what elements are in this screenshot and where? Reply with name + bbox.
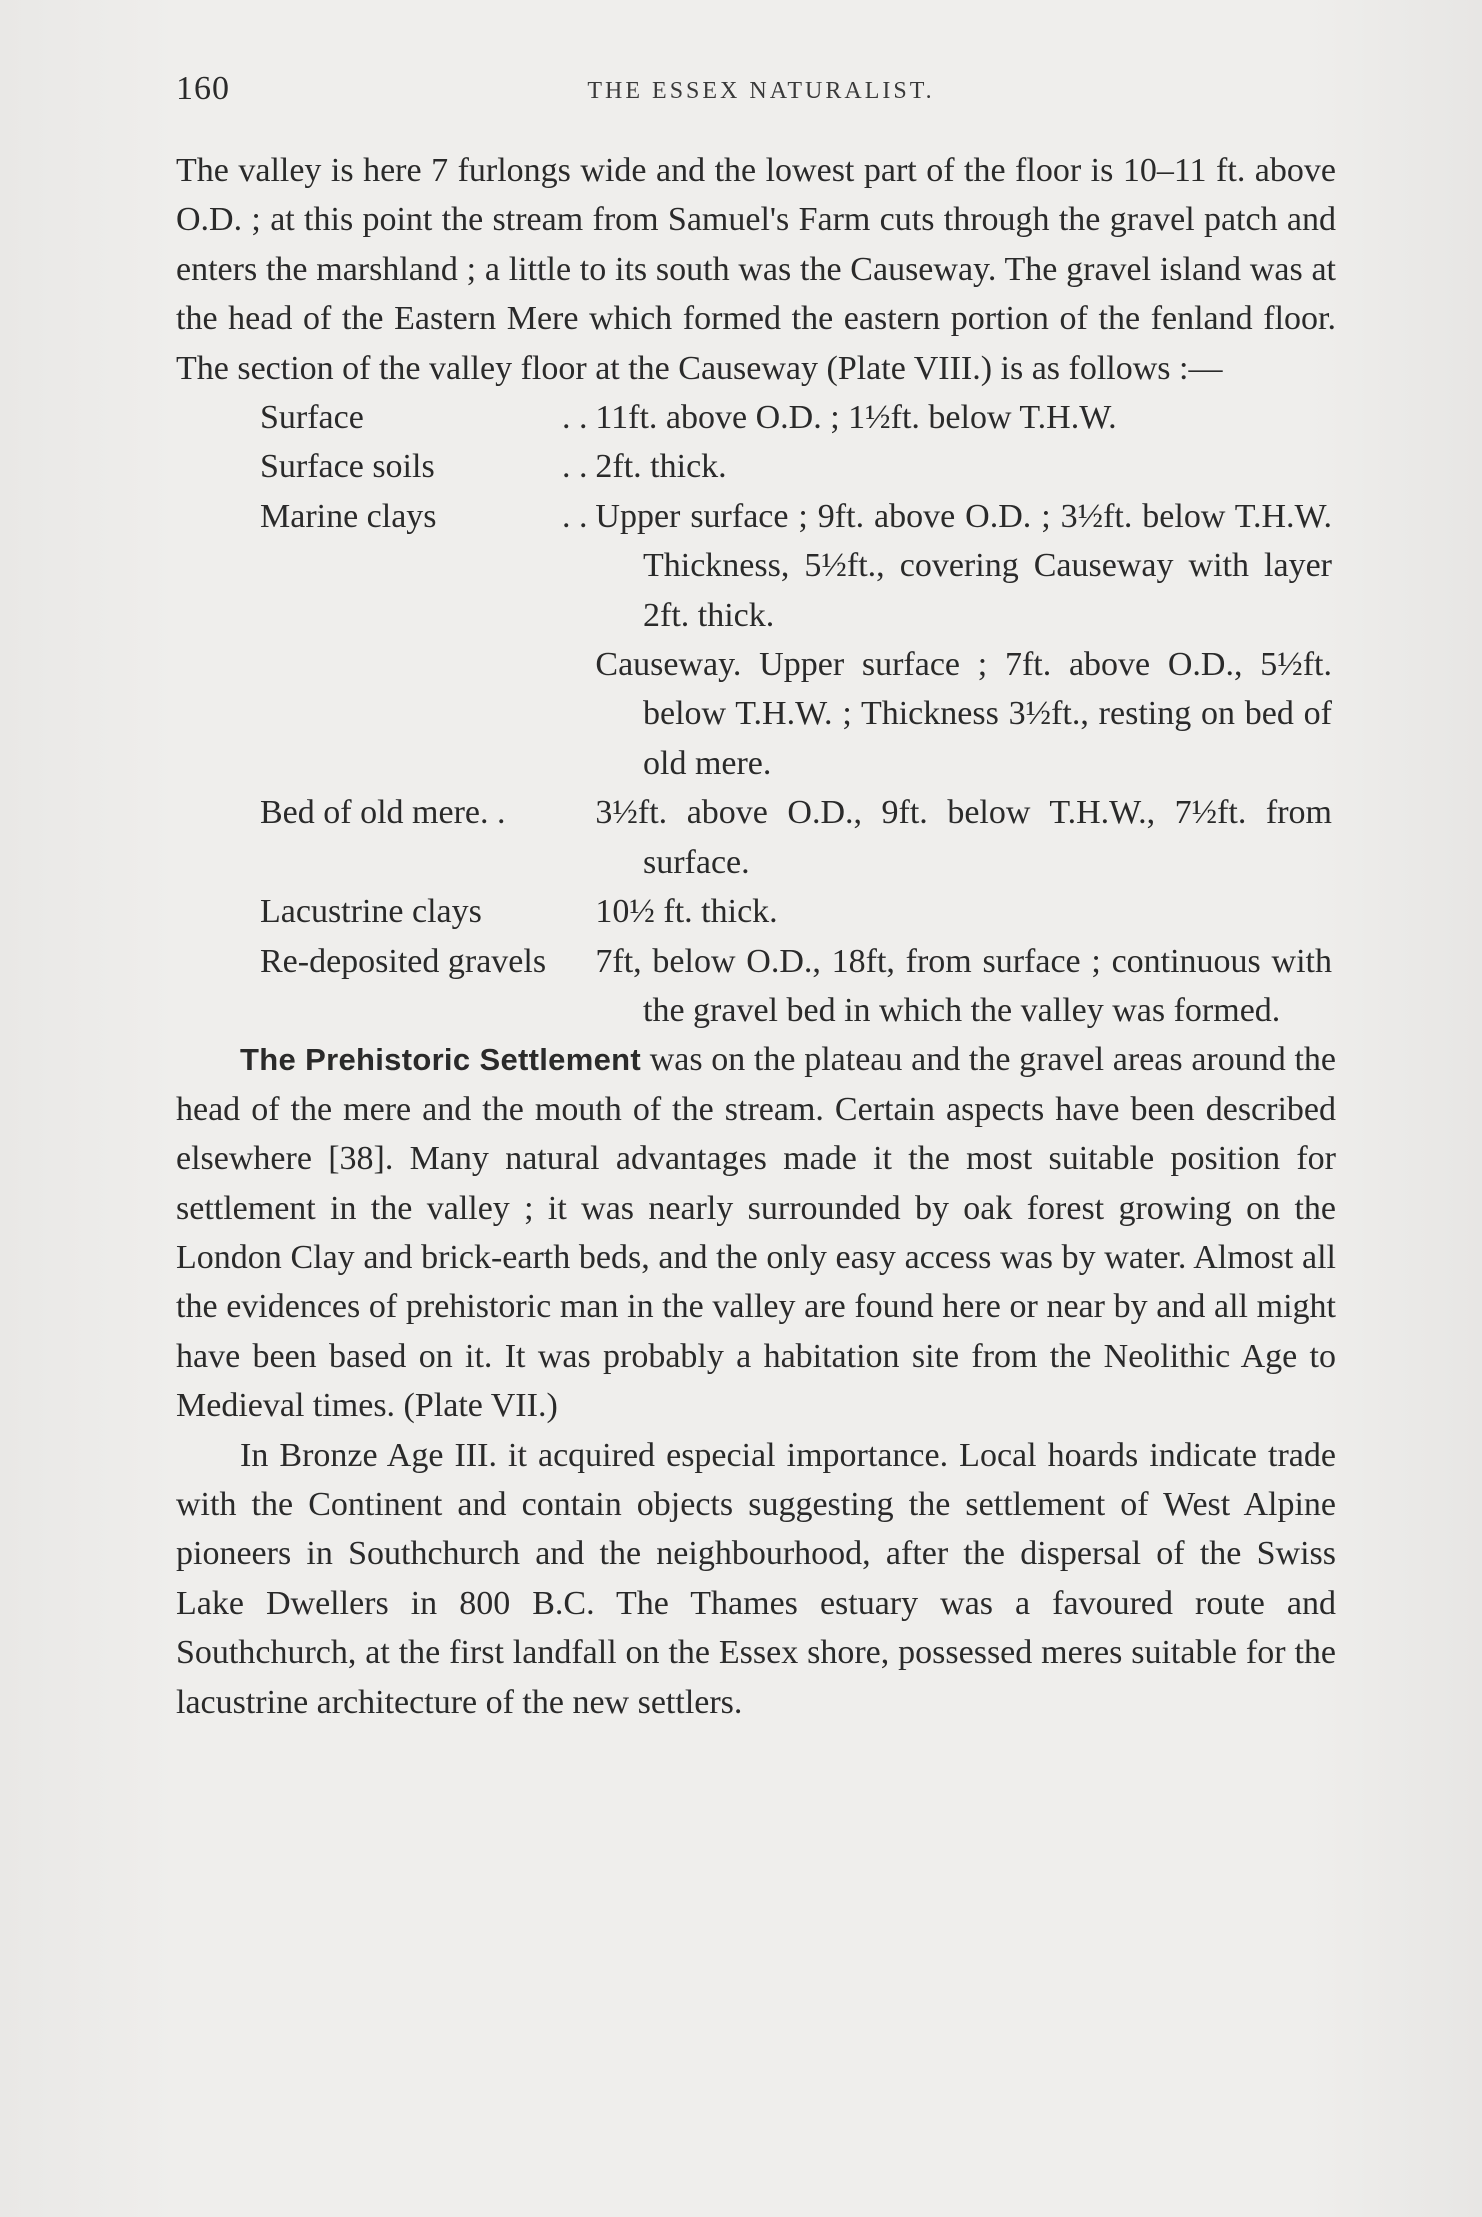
running-head: THE ESSEX NATURALIST. [587,78,935,104]
paragraph-text: was on the plateau and the gravel areas around the head of the mere and the mouth of the stream. Certain aspects have been described elsewhere [38]. Many natural advantages made it the most suitable position for settlement in the valley ; it was nearly surrounded by oak forest growing on the London Clay and brick-earth beds, and the only easy access was by water. Almost all the evidences of prehistoric man in the valley are found here or near by and all might have been based on it. It was probably a habitation site from the Neolithic Age to Medieval times. (Plate VII.) [176,1041,1336,1425]
stratum-label: Bed of old mere. . [260,794,506,832]
stratum-label: Surface soils . . [260,448,588,486]
valley-section-table [176,393,1336,1035]
page-number: 160 [176,70,230,107]
stratum-lacustrine-clays [176,887,1336,936]
stratum-value: 11ft. above O.D. ; 1½ft. below T.H.W. [595,399,1117,437]
section-heading: The Prehistoric Settlement [240,1042,641,1078]
stratum-causeway [176,640,1336,788]
stratum-label: Surface . . [260,399,588,437]
stratum-surface [176,393,1336,442]
page-body [176,146,1336,1727]
stratum-value: 10½ ft. thick. [595,893,778,931]
stratum-label: Marine clays . . [260,497,588,535]
stratum-redeposited-gravels [176,937,1336,1036]
stratum-value: Causeway. Upper surface ; 7ft. above O.D., 5½ft. below T.H.W. ; Thickness 3½ft., resting on bed of old mere. [595,646,1332,782]
page-header [176,70,1346,110]
stratum-label: Re-deposited gravels [260,942,547,980]
stratum-surface-soils [176,442,1336,491]
paragraph-prehistoric-settlement [176,1035,1336,1430]
paragraph-intro: The valley is here 7 furlongs wide and the lowest part of the floor is 10–11 ft. above O.D. ; at this point the stream from Samuel's Farm cuts through the gravel patch and enters the marshland ; a little to its south was the Causeway. The gravel island was at the head of the Eastern Mere which formed the eastern portion of the fenland floor. The section of the valley floor at the Causeway (Plate VIII.) is as follows :— [176,152,1336,387]
stratum-value: 7ft, below O.D., 18ft, from surface ; continuous with the gravel bed in which the valley was formed. [595,942,1332,1029]
stratum-marine-clays [176,492,1336,640]
stratum-value: Upper surface ; 9ft. above O.D. ; 3½ft. below T.H.W. Thickness, 5½ft., covering Causeway with layer 2ft. thick. [595,497,1332,634]
stratum-value: 2ft. thick. [595,448,727,486]
paragraph-bronze-age: In Bronze Age III. it acquired especial importance. Local hoards indicate trade with the Continent and contain objects suggesting the settlement of West Alpine pioneers in Southchurch and the neighbourhood, after the dispersal of the Swiss Lake Dwellers in 800 B.C. The Thames estuary was a favoured route and Southchurch, at the first landfall on the Essex shore, possessed meres suitable for the lacustrine architecture of the new settlers. [176,1436,1336,1721]
stratum-value: 3½ft. above O.D., 9ft. below T.H.W., 7½ft. from surface. [595,794,1332,881]
stratum-label: Lacustrine clays [260,893,482,931]
stratum-bed-of-old-mere [176,788,1336,887]
